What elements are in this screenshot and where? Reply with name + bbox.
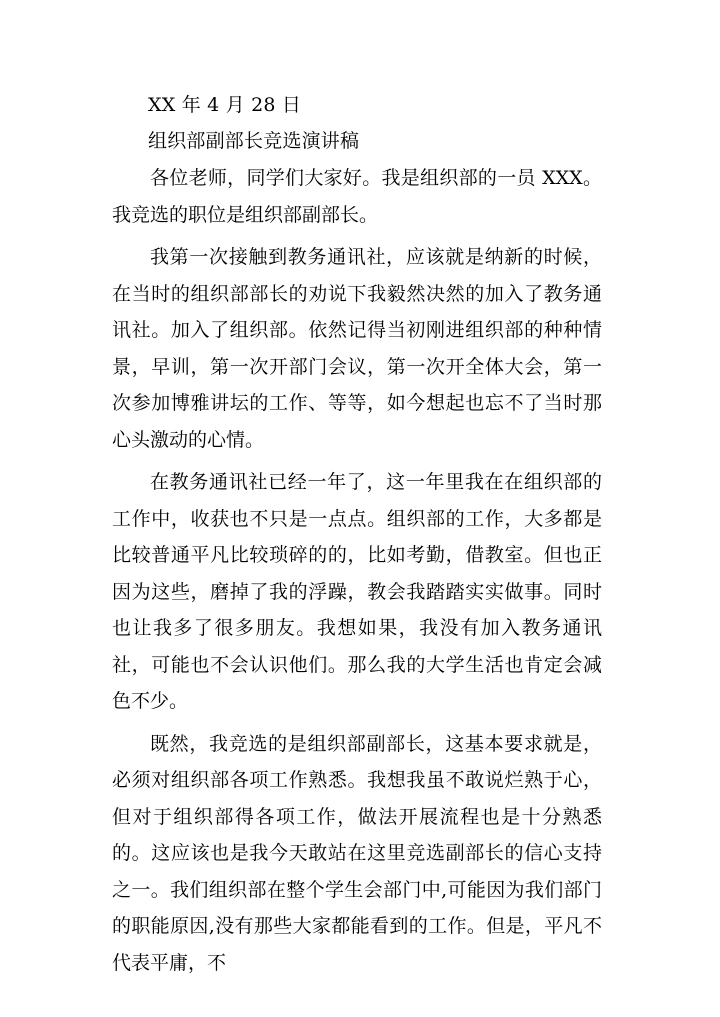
paragraph-greeting: 各位老师，同学们大家好。我是组织部的一员 XXX。我竞选的职位是组织部副部长。 [112, 167, 602, 226]
document-body [112, 90, 612, 981]
paragraph-first-contact: 我第一次接触到教务通讯社，应该就是纳新的时候，在当时的组织部部长的劝说下我毅然决然的加入了教务通讯社。加入了组织部。依然记得当初刚进组织部的种种情景，早训，第一次开部门会议，第一次开全体大会，第一次参加博雅讲坛的工作、等等，如今想起也忘不了当时那心头激动的心情。 [112, 246, 602, 451]
document-title: 组织部副部长竞选演讲稿 [148, 130, 360, 152]
paragraph-requirements: 既然，我竞选的是组织部副部长，这基本要求就是，必须对组织部各项工作熟悉。我想我虽不敢说烂熟于心，但对于组织部得各项工作，做法开展流程也是十分熟悉的。这应该也是我今天敢站在这里竞选副部长的信心支持之一。我们组织部在整个学生会部门中,可能因为我们部门的职能原因,没有那些大家都能看到的工作。但是，平凡不代表平庸，不 [112, 732, 602, 974]
paragraph-one-year: 在教务通讯社已经一年了，这一年里我在在组织部的工作中，收获也不只是一点点。组织部的工作，大多都是比较普通平凡比较琐碎的的，比如考勤，借教室。但也正因为这些，磨掉了我的浮躁，教会我踏踏实实做事。同时也让我多了很多朋友。我想如果，我没有加入教务通讯社，可能也不会认识他们。那么我的大学生活也肯定会减色不少。 [112, 471, 602, 712]
document-date: XX 年 4 月 28 日 [148, 94, 302, 116]
